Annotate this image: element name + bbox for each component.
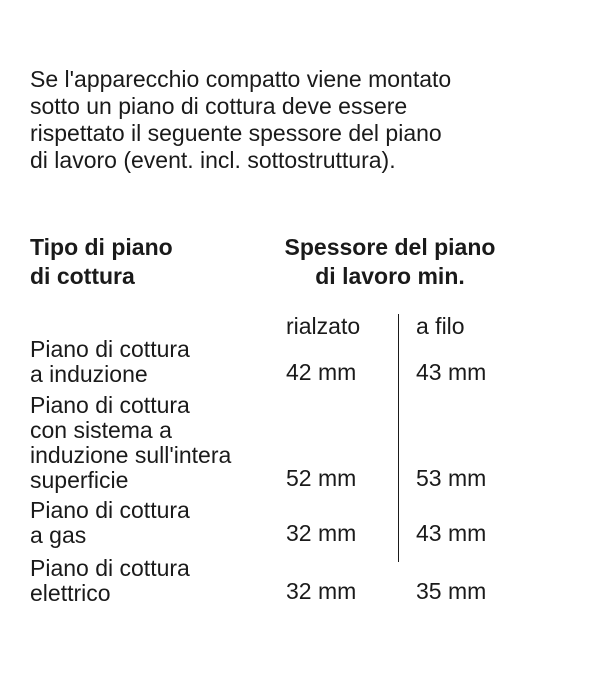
column-header-line: Tipo di piano (30, 234, 173, 260)
row-label-line: Piano di cottura (30, 497, 190, 523)
column-header-line: di cottura (30, 263, 135, 289)
row-label-line: Piano di cottura (30, 336, 190, 362)
intro-line: Se l'apparecchio compatto viene montato (30, 66, 452, 92)
subheader-raised: rialzato (286, 313, 361, 339)
intro-line: rispettato il seguente spessore del piano (30, 120, 442, 146)
row-label-full-surface-induction (30, 393, 231, 493)
intro-line: di lavoro (event. incl. sottostruttura). (30, 147, 396, 173)
column-header-line: di lavoro min. (315, 263, 465, 289)
value-electric-raised: 32 mm (286, 578, 357, 604)
value-gas-raised: 32 mm (286, 520, 357, 546)
column-header-worktop-thickness (240, 233, 540, 291)
value-gas-flush: 43 mm (416, 520, 487, 546)
subheader-flush: a filo (416, 313, 465, 339)
value-electric-flush: 35 mm (416, 578, 487, 604)
value-full-surface-flush: 53 mm (416, 465, 487, 491)
intro-line: sotto un piano di cottura deve essere (30, 93, 408, 119)
row-label-line: elettrico (30, 580, 111, 606)
row-label-line: Piano di cottura (30, 392, 190, 418)
value-full-surface-raised: 52 mm (286, 465, 357, 491)
row-label-line: Piano di cottura (30, 555, 190, 581)
value-induction-flush: 43 mm (416, 359, 487, 385)
row-label-electric (30, 556, 190, 606)
row-label-induction (30, 337, 190, 387)
row-label-line: a gas (30, 522, 87, 548)
intro-paragraph (30, 66, 590, 174)
row-label-line: superficie (30, 467, 129, 493)
column-header-line: Spessore del piano (284, 234, 496, 260)
column-divider (398, 314, 399, 562)
row-label-line: a induzione (30, 361, 148, 387)
value-induction-raised: 42 mm (286, 359, 357, 385)
row-label-gas (30, 498, 190, 548)
row-label-line: induzione sull'intera (30, 442, 232, 468)
column-header-hob-type (30, 233, 173, 291)
row-label-line: con sistema a (30, 417, 172, 443)
